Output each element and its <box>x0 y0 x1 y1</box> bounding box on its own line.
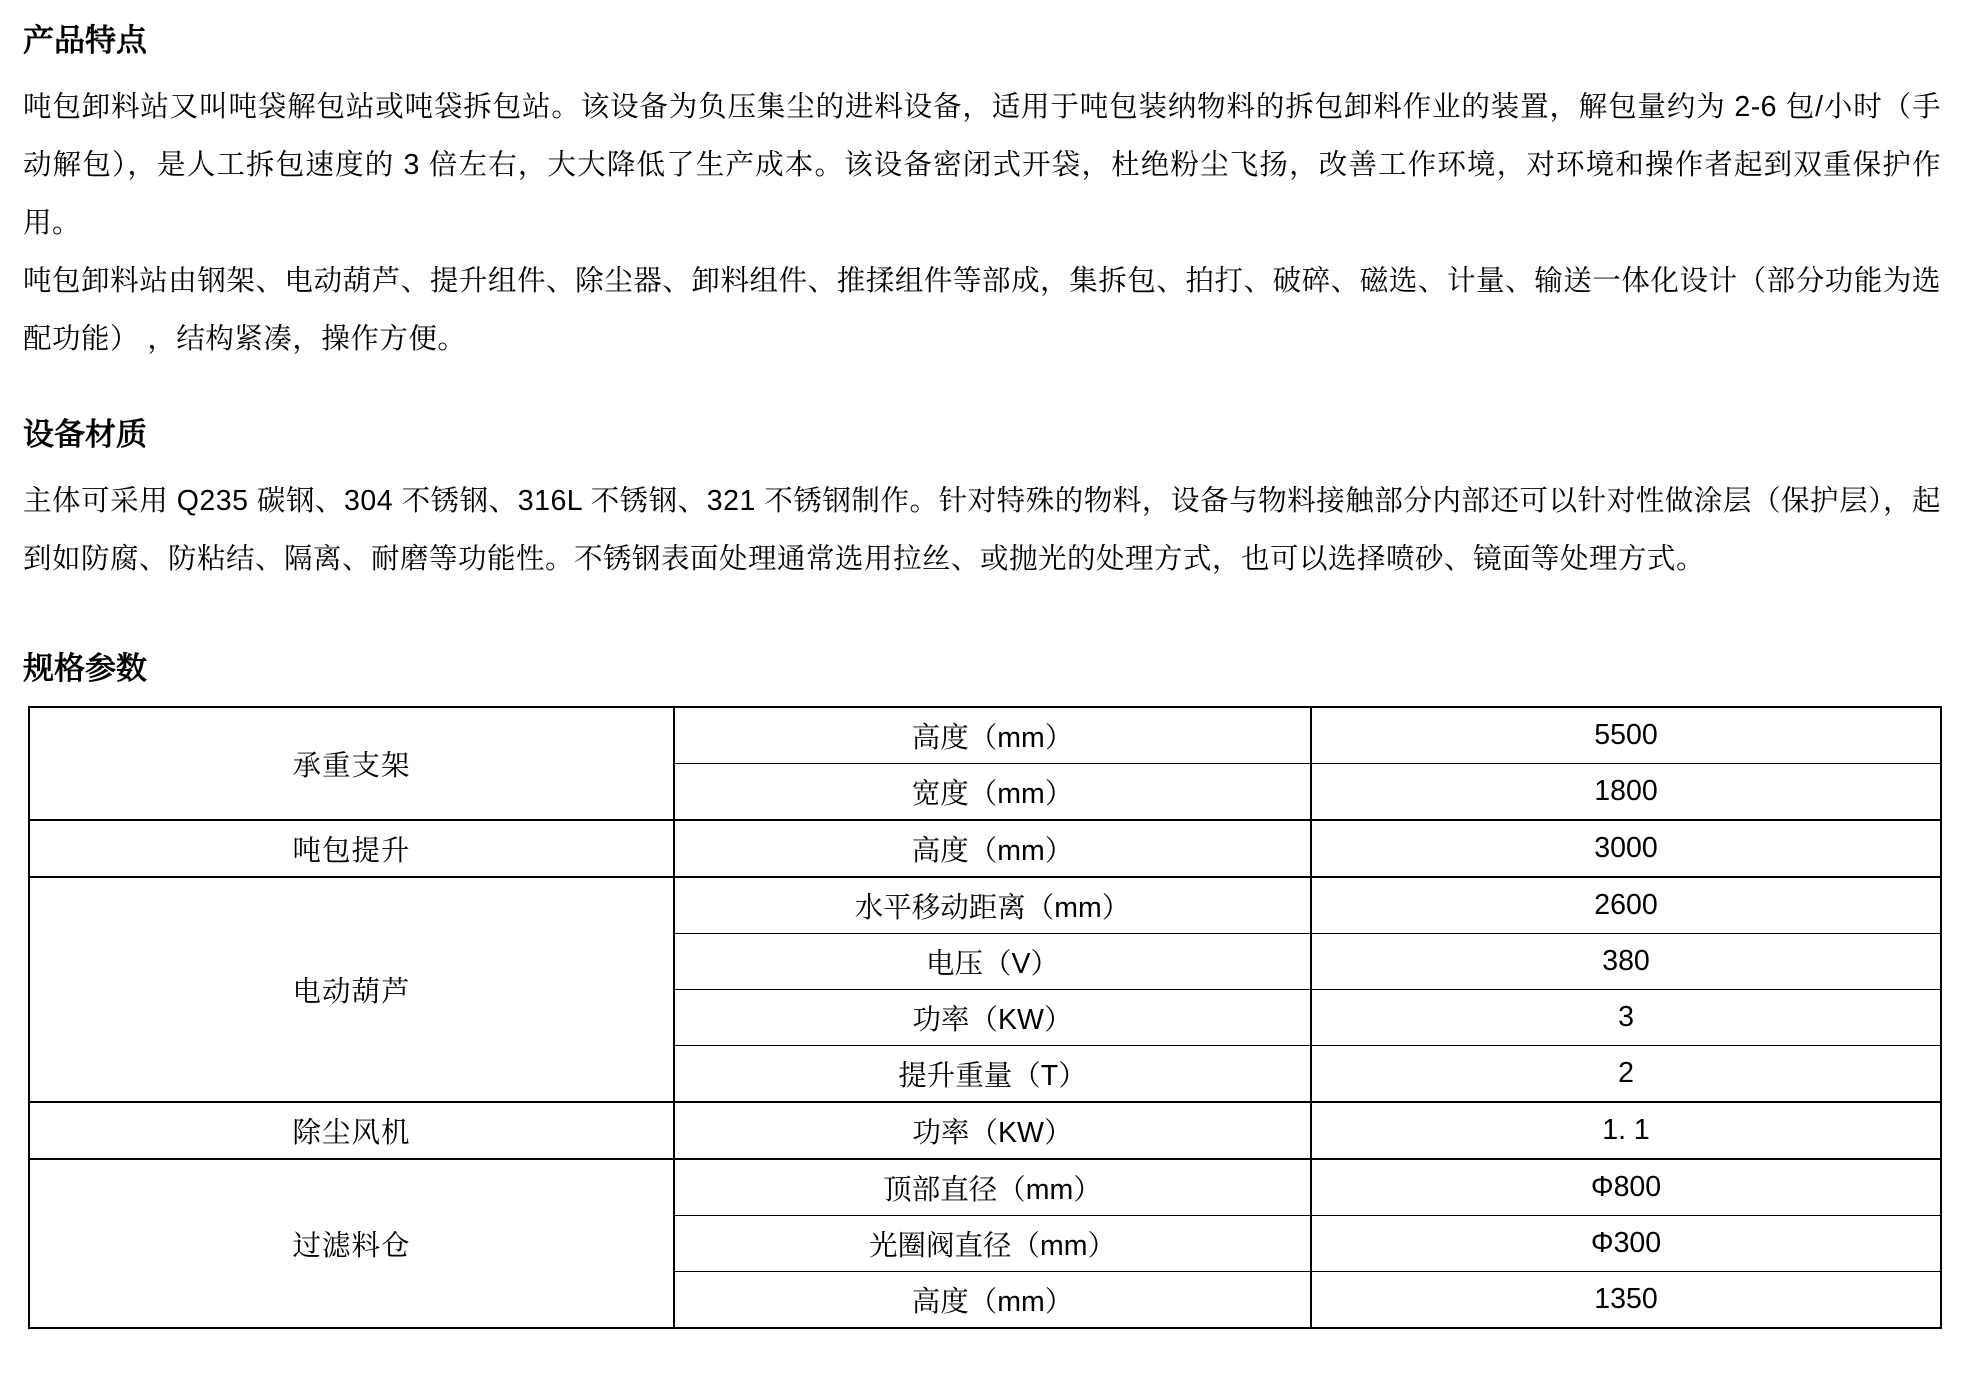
spec-param-cell: 光圈阀直径（mm） <box>674 1216 1311 1272</box>
spec-param-cell: 高度（mm） <box>674 1272 1311 1329</box>
spec-param-cell: 顶部直径（mm） <box>674 1159 1311 1216</box>
spec-value-cell: 3 <box>1311 990 1941 1046</box>
spec-value-cell: 1350 <box>1311 1272 1941 1329</box>
spec-param-cell: 高度（mm） <box>674 820 1311 877</box>
spec-value-cell: 5500 <box>1311 707 1941 764</box>
spec-value-cell: 2600 <box>1311 877 1941 934</box>
material-heading: 设备材质 <box>23 417 147 452</box>
features-paragraph-2: 吨包卸料站由钢架、电动葫芦、提升组件、除尘器、卸料组件、推揉组件等部成，集拆包、拍打、破碎、磁选、计量、输送一体化设计（部分功能为选配功能） ，结构紧凑，操作方便。 <box>23 265 1941 355</box>
spec-value-cell: 1800 <box>1311 764 1941 821</box>
spec-param-cell: 水平移动距离（mm） <box>674 877 1311 934</box>
table-row <box>29 820 1941 877</box>
spec-value-cell: 2 <box>1311 1046 1941 1103</box>
specs-table <box>28 706 1942 1329</box>
spec-param-cell: 宽度（mm） <box>674 764 1311 821</box>
spec-group-cell: 电动葫芦 <box>29 877 674 1102</box>
spec-value-cell: 3000 <box>1311 820 1941 877</box>
features-heading: 产品特点 <box>23 23 147 58</box>
material-paragraph: 主体可采用 Q235 碳钢、304 不锈钢、316L 不锈钢、321 不锈钢制作。针对特殊的物料，设备与物料接触部分内部还可以针对性做涂层（保护层），起到如防腐、防粘结、隔离、耐磨等功能性。不锈钢表面处理通常选用拉丝、或抛光的处理方式，也可以选择喷砂、镜面等处理方式。 <box>23 485 1941 575</box>
spec-group-cell: 除尘风机 <box>29 1102 674 1159</box>
table-row <box>29 707 1941 764</box>
spec-param-cell: 功率（KW） <box>674 990 1311 1046</box>
spec-value-cell: 380 <box>1311 934 1941 990</box>
spec-value-cell: Φ300 <box>1311 1216 1941 1272</box>
spec-param-cell: 电压（V） <box>674 934 1311 990</box>
specs-heading: 规格参数 <box>23 651 147 686</box>
spec-group-cell: 吨包提升 <box>29 820 674 877</box>
spec-value-cell: Φ800 <box>1311 1159 1941 1216</box>
table-row <box>29 877 1941 934</box>
spec-param-cell: 功率（KW） <box>674 1102 1311 1159</box>
spec-group-cell: 过滤料仓 <box>29 1159 674 1328</box>
spec-value-cell: 1. 1 <box>1311 1102 1941 1159</box>
spec-group-cell: 承重支架 <box>29 707 674 820</box>
spec-param-cell: 提升重量（T） <box>674 1046 1311 1103</box>
table-row <box>29 1159 1941 1216</box>
spec-param-cell: 高度（mm） <box>674 707 1311 764</box>
table-row <box>29 1102 1941 1159</box>
features-paragraph-1: 吨包卸料站又叫吨袋解包站或吨袋拆包站。该设备为负压集尘的进料设备，适用于吨包装纳物料的拆包卸料作业的装置，解包量约为 2-6 包/小时（手动解包），是人工拆包速度的 3 倍左右，大大降低了生产成本。该设备密闭式开袋，杜绝粉尘飞扬，改善工作环境，对环境和操作者起到双重保护作用。 <box>23 91 1941 239</box>
